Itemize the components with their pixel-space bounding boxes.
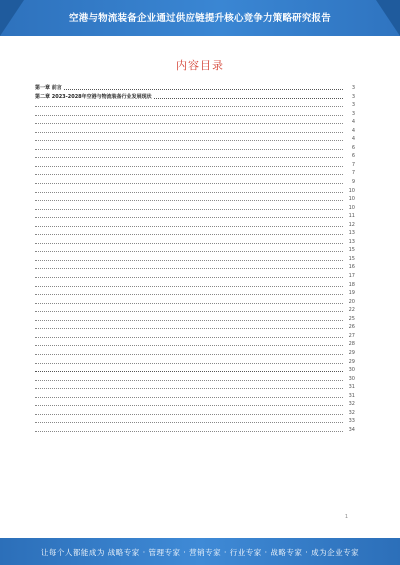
- toc-entry[interactable]: [35, 152, 355, 161]
- dot-leader: [35, 174, 343, 175]
- toc-entry-page: 12: [343, 221, 355, 230]
- toc-entry-page: 6: [343, 144, 355, 153]
- dot-leader: [35, 209, 343, 210]
- dot-leader: [35, 183, 343, 184]
- toc-entry[interactable]: [35, 409, 355, 418]
- toc-entry[interactable]: [35, 289, 355, 298]
- toc-entry[interactable]: [35, 323, 355, 332]
- toc-entry-page: 33: [343, 417, 355, 426]
- dot-leader: [35, 149, 343, 150]
- toc-entry-page: 28: [343, 340, 355, 349]
- toc-entry-page: 10: [343, 204, 355, 213]
- dot-leader: [35, 260, 343, 261]
- dot-leader: [35, 123, 343, 124]
- dot-leader: [35, 380, 343, 381]
- toc-entry-page: 29: [343, 349, 355, 358]
- toc-entry-page: 3: [343, 84, 355, 93]
- toc-entry[interactable]: [35, 84, 355, 93]
- toc-heading: 内容目录: [176, 59, 224, 72]
- toc-entry-page: 30: [343, 366, 355, 375]
- page-number: 1: [344, 514, 348, 520]
- toc-entry-label: 第二章 2023-2028年空港与物流装备行业发展现状: [35, 93, 152, 100]
- dot-leader: [35, 192, 343, 193]
- toc-entry[interactable]: [35, 229, 355, 238]
- toc-entry[interactable]: [35, 212, 355, 221]
- dot-leader: [35, 251, 343, 252]
- toc-entry[interactable]: [35, 340, 355, 349]
- dot-leader: [35, 311, 343, 312]
- header-banner: [0, 0, 400, 36]
- toc-entry-page: 31: [343, 383, 355, 392]
- dot-leader: [35, 422, 343, 423]
- toc-entry-page: 32: [343, 409, 355, 418]
- toc-entry[interactable]: [35, 238, 355, 247]
- toc-entry-page: 17: [343, 272, 355, 281]
- dot-leader: [35, 414, 343, 415]
- toc-entry-page: 32: [343, 400, 355, 409]
- toc-entry-page: 22: [343, 306, 355, 315]
- dot-leader: [35, 388, 343, 389]
- dot-leader: [35, 234, 343, 235]
- dot-leader: [35, 354, 343, 355]
- toc-entry-page: 3: [343, 110, 355, 119]
- footer-banner: [0, 538, 400, 565]
- toc-entry-page: 27: [343, 332, 355, 341]
- dot-leader: [35, 115, 343, 116]
- toc-entry-page: 11: [343, 212, 355, 221]
- toc-entry-page: 16: [343, 263, 355, 272]
- dot-leader: [35, 277, 343, 278]
- dot-leader: [35, 243, 343, 244]
- dot-leader: [35, 106, 343, 107]
- toc-entry[interactable]: [35, 349, 355, 358]
- dot-leader: [35, 157, 343, 158]
- toc-entry[interactable]: [35, 178, 355, 187]
- toc-entry-page: 30: [343, 375, 355, 384]
- toc-entry-page: 15: [343, 246, 355, 255]
- toc-entry[interactable]: [35, 366, 355, 375]
- toc-entry-page: 4: [343, 135, 355, 144]
- dot-leader: [35, 132, 343, 133]
- toc-entry-page: 10: [343, 195, 355, 204]
- table-of-contents: [35, 84, 355, 434]
- toc-entry[interactable]: [35, 281, 355, 290]
- toc-entry[interactable]: [35, 246, 355, 255]
- dot-leader: [35, 345, 343, 346]
- toc-entry-page: 31: [343, 392, 355, 401]
- toc-entry[interactable]: [35, 400, 355, 409]
- toc-entry-page: 13: [343, 229, 355, 238]
- toc-entry[interactable]: [35, 315, 355, 324]
- toc-entry-page: 7: [343, 169, 355, 178]
- dot-leader: [35, 431, 343, 432]
- toc-entry-page: 4: [343, 127, 355, 136]
- dot-leader: [35, 397, 343, 398]
- dot-leader: [35, 286, 343, 287]
- toc-entry[interactable]: [35, 417, 355, 426]
- toc-entry-page: 15: [343, 255, 355, 264]
- toc-entry[interactable]: [35, 263, 355, 272]
- toc-entry[interactable]: [35, 144, 355, 153]
- toc-entry[interactable]: [35, 195, 355, 204]
- dot-leader: [35, 89, 343, 90]
- toc-entry-page: 9: [343, 178, 355, 187]
- toc-entry-page: 26: [343, 323, 355, 332]
- toc-entry[interactable]: [35, 358, 355, 367]
- toc-entry[interactable]: [35, 221, 355, 230]
- toc-entry-page: 3: [343, 101, 355, 110]
- toc-entry-page: 4: [343, 118, 355, 127]
- dot-leader: [35, 200, 343, 201]
- dot-leader: [35, 226, 343, 227]
- toc-entry-page: 6: [343, 152, 355, 161]
- toc-entry[interactable]: [35, 101, 355, 110]
- dot-leader: [35, 140, 343, 141]
- toc-entry[interactable]: [35, 392, 355, 401]
- dot-leader: [35, 328, 343, 329]
- toc-entry[interactable]: [35, 161, 355, 170]
- dot-leader: [35, 303, 343, 304]
- toc-entry[interactable]: [35, 255, 355, 264]
- dot-leader: [35, 217, 343, 218]
- toc-entry[interactable]: [35, 298, 355, 307]
- toc-entry-page: 29: [343, 358, 355, 367]
- dot-leader: [35, 363, 343, 364]
- toc-entry[interactable]: [35, 332, 355, 341]
- dot-leader: [35, 294, 343, 295]
- toc-entry[interactable]: [35, 306, 355, 315]
- toc-entry-page: 34: [343, 426, 355, 435]
- dot-leader: [35, 371, 343, 372]
- toc-entry[interactable]: [35, 272, 355, 281]
- toc-entry[interactable]: [35, 110, 355, 119]
- toc-entry-page: 7: [343, 161, 355, 170]
- dot-leader: [35, 268, 343, 269]
- dot-leader: [35, 337, 343, 338]
- toc-entry[interactable]: [35, 169, 355, 178]
- dot-leader: [35, 166, 343, 167]
- toc-entry-page: 3: [343, 93, 355, 102]
- toc-entry-page: 18: [343, 281, 355, 290]
- toc-entry[interactable]: [35, 383, 355, 392]
- toc-entry[interactable]: [35, 204, 355, 213]
- toc-entry-page: 13: [343, 238, 355, 247]
- toc-entry[interactable]: [35, 118, 355, 127]
- toc-entry[interactable]: [35, 93, 355, 102]
- toc-entry[interactable]: [35, 426, 355, 435]
- toc-entry[interactable]: [35, 127, 355, 136]
- toc-entry-page: 25: [343, 315, 355, 324]
- report-title: 空港与物流装备企业通过供应链提升核心竞争力策略研究报告: [69, 13, 331, 24]
- toc-entry[interactable]: [35, 375, 355, 384]
- toc-entry[interactable]: [35, 187, 355, 196]
- toc-entry-page: 10: [343, 187, 355, 196]
- toc-entry-page: 19: [343, 289, 355, 298]
- footer-slogan: 让每个人都能成为 战略专家 · 管理专家 · 营销专家 · 行业专家 · 战略专家 · 成为企业专家: [40, 548, 360, 557]
- dot-leader: [35, 405, 343, 406]
- dot-leader: [35, 320, 343, 321]
- toc-entry[interactable]: [35, 135, 355, 144]
- toc-entry-label: 第一章 前言: [35, 85, 62, 91]
- toc-entry-page: 20: [343, 298, 355, 307]
